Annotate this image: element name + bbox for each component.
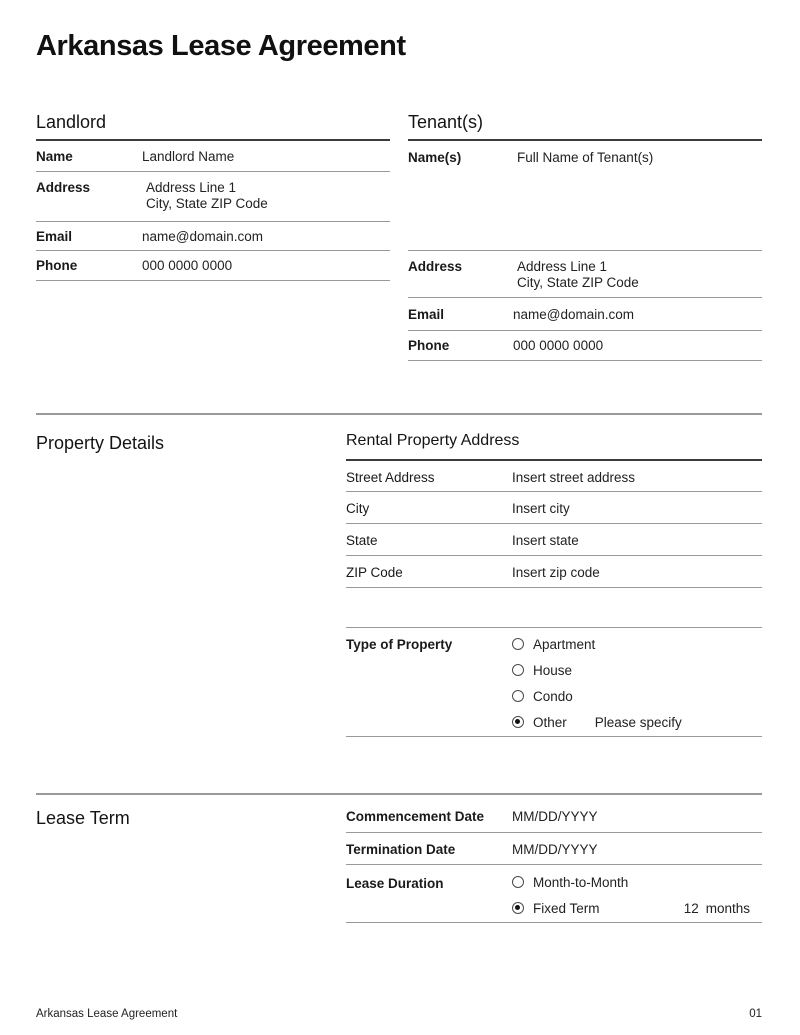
tenant-email-row (408, 298, 762, 331)
landlord-name-field[interactable]: Landlord Name (142, 149, 235, 164)
commencement-date-label: Commencement Date (346, 809, 485, 824)
address-line-2: City, State ZIP Code (517, 275, 639, 290)
tenant-email-label: Email (408, 307, 445, 322)
months-count-field[interactable]: 12 (683, 900, 699, 916)
radio-icon[interactable] (512, 664, 524, 676)
fixed-term-duration (684, 901, 762, 916)
radio-option-month-to-month[interactable] (512, 869, 762, 895)
landlord-address-field[interactable] (142, 180, 268, 212)
tenant-section (408, 112, 762, 361)
type-of-property-label: Type of Property (346, 637, 453, 652)
street-address-label: Street Address (346, 470, 435, 485)
tenant-names-field[interactable]: Full Name of Tenant(s) (517, 150, 654, 165)
radio-option-apartment[interactable] (512, 631, 762, 657)
type-of-property-block (346, 627, 762, 737)
tenant-address-row (408, 251, 762, 298)
landlord-address-label: Address (36, 180, 91, 195)
lease-term-block (346, 795, 762, 923)
property-section-divider (36, 413, 762, 415)
landlord-address-row (36, 172, 390, 222)
address-line-2: City, State ZIP Code (146, 196, 268, 211)
radio-label: Apartment (533, 636, 596, 652)
radio-icon[interactable] (512, 902, 524, 914)
landlord-section (36, 112, 390, 281)
footer-document-title: Arkansas Lease Agreement (36, 1008, 178, 1020)
landlord-email-field[interactable]: name@domain.com (142, 229, 264, 244)
tenant-email-field[interactable]: name@domain.com (513, 307, 635, 322)
state-field[interactable]: Insert state (512, 533, 579, 548)
street-address-row (346, 461, 762, 492)
tenant-address-label: Address (408, 259, 463, 274)
radio-label: Month-to-Month (533, 874, 629, 890)
page-title: Arkansas Lease Agreement (36, 30, 406, 62)
commencement-date-field[interactable]: MM/DD/YYYY (512, 809, 598, 824)
radio-option-house[interactable] (512, 657, 762, 683)
landlord-heading: Landlord (36, 112, 390, 141)
commencement-date-row (346, 795, 762, 833)
radio-label: Fixed Term (533, 900, 600, 916)
radio-icon[interactable] (512, 690, 524, 702)
tenant-names-label: Name(s) (408, 150, 462, 165)
zip-code-label: ZIP Code (346, 565, 403, 580)
property-details-heading: Property Details (36, 433, 165, 453)
tenant-heading: Tenant(s) (408, 112, 762, 141)
page-footer (36, 1008, 762, 1020)
rental-property-address-heading: Rental Property Address (346, 431, 762, 461)
radio-label: Other (533, 714, 567, 730)
rental-property-address-block (346, 431, 762, 588)
landlord-email-label: Email (36, 229, 73, 244)
type-of-property-options (512, 628, 762, 736)
tenant-phone-field[interactable]: 000 0000 0000 (513, 338, 604, 353)
termination-date-row (346, 833, 762, 865)
radio-icon[interactable] (512, 638, 524, 650)
radio-icon[interactable] (512, 716, 524, 728)
lease-duration-options (512, 865, 762, 921)
landlord-phone-row (36, 251, 390, 281)
lease-term-heading: Lease Term (36, 808, 130, 828)
zip-code-field[interactable]: Insert zip code (512, 565, 600, 580)
landlord-phone-label: Phone (36, 258, 78, 273)
footer-page-number: 01 (749, 1008, 762, 1020)
state-label: State (346, 533, 378, 548)
zip-code-row (346, 556, 762, 588)
radio-label: Condo (533, 688, 573, 704)
lease-duration-row (346, 865, 762, 923)
tenant-address-field[interactable] (513, 259, 639, 291)
tenant-names-row (408, 141, 762, 251)
street-address-field[interactable]: Insert street address (512, 470, 636, 485)
radio-option-condo[interactable] (512, 683, 762, 709)
months-unit-label: months (705, 900, 750, 916)
radio-label: House (533, 662, 573, 678)
tenant-phone-row (408, 331, 762, 361)
radio-option-other[interactable] (512, 709, 762, 735)
please-specify-field[interactable]: Please specify (594, 714, 682, 730)
address-line-1: Address Line 1 (146, 180, 237, 195)
tenant-phone-label: Phone (408, 338, 450, 353)
state-row (346, 524, 762, 556)
lease-duration-label: Lease Duration (346, 876, 444, 891)
landlord-email-row (36, 222, 390, 251)
city-row (346, 492, 762, 524)
landlord-name-label: Name (36, 149, 73, 164)
termination-date-field[interactable]: MM/DD/YYYY (512, 842, 598, 857)
landlord-phone-field[interactable]: 000 0000 0000 (142, 258, 233, 273)
termination-date-label: Termination Date (346, 842, 456, 857)
radio-option-fixed-term[interactable] (512, 895, 762, 921)
address-line-1: Address Line 1 (517, 259, 608, 274)
city-label: City (346, 501, 370, 516)
radio-icon[interactable] (512, 876, 524, 888)
landlord-name-row (36, 141, 390, 172)
city-field[interactable]: Insert city (512, 501, 570, 516)
